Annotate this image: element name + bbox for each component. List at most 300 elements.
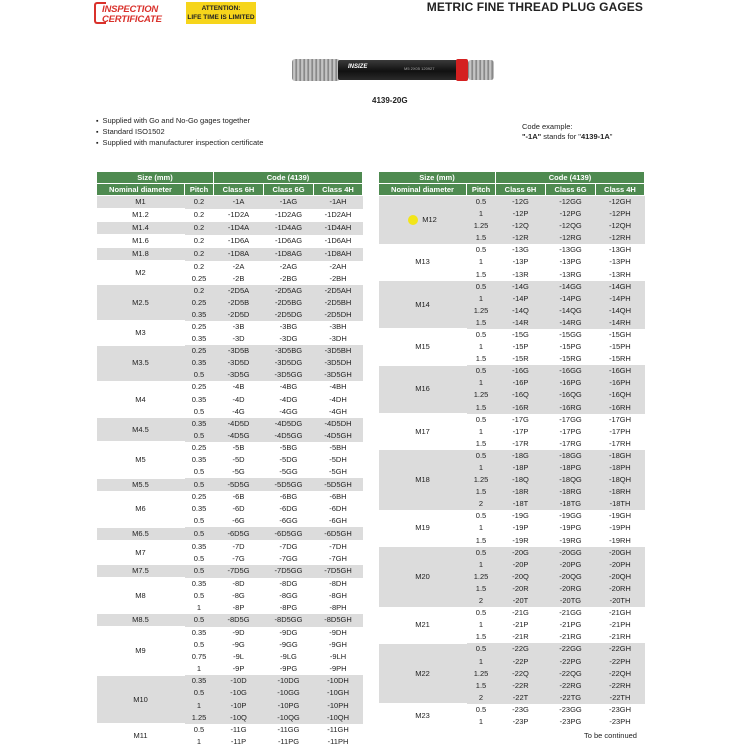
class-4h-cell: -10PH	[314, 700, 363, 712]
highlight-dot-icon	[408, 215, 418, 225]
class-6g-cell: -20QG	[546, 571, 596, 583]
nominal-diameter-cell	[97, 527, 185, 540]
nominal-diameter-cell	[97, 614, 185, 627]
class-6g-cell: -2D5BG	[264, 297, 314, 309]
pitch-cell: 0.25	[191, 442, 207, 452]
class-6h-cell: -1D8A	[214, 248, 264, 261]
class-4h-cell: -9PH	[329, 664, 347, 674]
class-6g-cell: -18TG	[546, 498, 596, 510]
class-4h-cell: -12GH	[596, 196, 645, 209]
nominal-diameter-cell	[97, 248, 185, 261]
table-row	[97, 578, 363, 590]
class-6g-cell: -4D5GG	[264, 430, 314, 442]
class-6h-cell: -16R	[496, 402, 546, 414]
pitch-cell: 1.25	[467, 220, 496, 232]
class-6h-cell: -9P	[232, 664, 245, 674]
class-6h-cell: -12P	[496, 208, 546, 220]
class-6g-cell: -11GG	[277, 724, 300, 734]
class-6g-cell: -12GG	[546, 196, 596, 209]
class-4h-header: Class 4H	[314, 184, 363, 196]
nominal-diameter-text: M8	[135, 590, 146, 600]
class-6h-cell: -6G	[232, 516, 245, 526]
class-4h-cell: -2D5BH	[314, 297, 363, 309]
class-4h-cell: -11GH	[327, 724, 349, 734]
class-6h-cell: -18P	[496, 462, 546, 474]
class-4h-cell: -12QH	[596, 220, 645, 232]
pitch-cell: 0.5	[475, 704, 487, 714]
class-6h-cell: -1A	[214, 196, 264, 209]
class-6g-cell: -20PG	[546, 559, 596, 571]
class-6g-cell: -1D8AG	[264, 248, 314, 261]
pitch-cell: 1	[196, 736, 202, 746]
class-6g-cell: -17PG	[559, 426, 582, 436]
pitch-cell: 0.25	[191, 322, 207, 332]
class-4h-cell: -23PH	[609, 716, 631, 726]
feature-item: ▪ Supplied with Go and No-Go gages together	[96, 116, 263, 127]
class-6g-cell: -1D2AG	[274, 210, 303, 219]
table-row	[379, 510, 645, 522]
class-6g-cell: -17GG	[559, 414, 582, 424]
class-6g-cell: -12QG	[546, 220, 596, 232]
class-6h-cell: -17R	[512, 438, 529, 448]
attention-badge	[186, 2, 256, 24]
class-6h-cell: -4D	[232, 394, 245, 404]
class-6h-cell: -19P	[512, 523, 529, 533]
pitch-cell: 1.5	[475, 535, 487, 545]
class-4h-cell: -13RH	[609, 269, 631, 279]
nominal-diameter-cell	[97, 675, 185, 723]
pitch-cell: 0.2	[185, 248, 214, 261]
class-4h-cell: -18PH	[596, 462, 645, 474]
nominal-diameter-text: M6	[135, 504, 146, 514]
class-6h-cell: -21R	[512, 632, 529, 642]
pitch-cell: 0.5	[475, 329, 487, 339]
table-row	[97, 248, 363, 261]
class-6h-cell: -16Q	[496, 389, 546, 401]
nominal-diameter-text: M5.5	[132, 479, 149, 489]
class-6g-cell: -22PG	[546, 655, 596, 667]
nominal-diameter-text: M10	[133, 694, 148, 704]
class-6h-cell: -19R	[512, 535, 529, 545]
class-6g-cell: -13RG	[559, 269, 582, 279]
pitch-cell: 0.5	[185, 369, 214, 381]
pitch-cell: 0.5	[193, 640, 205, 650]
nominal-diameter-cell	[97, 261, 185, 285]
class-6h-cell: -8D5G	[214, 614, 264, 627]
code-header: Code (4139)	[214, 172, 363, 184]
class-4h-cell: -1D4AH	[314, 222, 363, 235]
class-6h-header: Class 6H	[214, 184, 264, 196]
nominal-diameter-cell	[97, 222, 185, 235]
class-6g-cell: -9PG	[279, 664, 298, 674]
class-4h-cell: -9GH	[329, 640, 347, 650]
pitch-cell: 1.5	[475, 354, 487, 364]
brand-label: INSIZE	[348, 64, 368, 70]
class-4h-cell: -4BH	[329, 382, 347, 392]
pitch-cell: 1	[478, 523, 484, 533]
class-6h-cell: -4D5G	[214, 430, 264, 442]
logo-line2: CERTIFICATE	[102, 14, 162, 25]
pitch-cell: 0.25	[191, 273, 207, 283]
class-6g-cell: -15GG	[559, 329, 582, 339]
pitch-cell: 0.5	[475, 608, 487, 618]
pitch-cell: 0.5	[193, 553, 205, 563]
class-4h-cell: -8DH	[329, 578, 347, 588]
class-4h-cell: -20GH	[596, 547, 645, 559]
pitch-cell: 1	[196, 664, 202, 674]
pitch-cell: 0.35	[191, 541, 207, 551]
table-row	[379, 244, 645, 256]
class-4h-cell: -7GH	[329, 553, 347, 563]
class-6h-cell: -18Q	[496, 474, 546, 486]
class-4h-cell: -17PH	[609, 426, 631, 436]
pitch-cell: 1.25	[467, 668, 496, 680]
class-6g-cell: -10QG	[264, 712, 314, 724]
class-4h-cell: -15GH	[608, 329, 632, 339]
table-row	[379, 281, 645, 293]
table-row	[97, 222, 363, 235]
class-6h-cell: -1D6A	[227, 236, 250, 245]
class-4h-cell: -7D5GH	[314, 565, 363, 578]
class-6g-cell: -15RG	[559, 354, 582, 364]
pitch-cell: 0.5	[185, 478, 214, 491]
class-4h-header: Class 4H	[596, 184, 645, 196]
pitch-cell: 2	[467, 595, 496, 607]
class-4h-cell: -5DH	[329, 455, 347, 465]
class-6g-cell: -19RG	[559, 535, 582, 545]
pitch-cell: 1	[467, 462, 496, 474]
class-4h-cell: -3D5GH	[314, 369, 363, 381]
class-6g-cell: -14RG	[546, 317, 596, 329]
class-6h-cell: -18T	[496, 498, 546, 510]
pitch-cell: 0.2	[185, 285, 214, 297]
class-4h-cell: -21GH	[608, 608, 632, 618]
nominal-diameter-text: M3	[135, 328, 146, 338]
class-4h-cell: -3D5BH	[314, 345, 363, 357]
class-4h-cell: -3BH	[329, 322, 347, 332]
serial-label: M5 2X05 120927	[404, 66, 435, 71]
class-6g-cell: -4BG	[279, 382, 298, 392]
class-6h-cell: -7G	[232, 553, 245, 563]
class-6h-cell: -10G	[214, 687, 264, 699]
pitch-cell: 0.35	[185, 675, 214, 687]
nominal-diameter-text: M12	[422, 214, 437, 224]
class-4h-cell: -19PH	[609, 523, 631, 533]
pitch-cell: 0.5	[185, 565, 214, 578]
nominal-diameter-text: M5	[135, 455, 146, 465]
nominal-diameter-text: M9	[135, 646, 146, 656]
pitch-cell: 0.5	[193, 516, 205, 526]
class-6g-cell: -16QG	[546, 389, 596, 401]
class-6g-cell: -7GG	[279, 553, 298, 563]
nominal-diameter-text: M18	[415, 475, 430, 485]
class-6g-cell: -2D5AG	[264, 285, 314, 297]
class-6g-header: Class 6G	[546, 184, 596, 196]
nominal-diameter-cell	[379, 365, 467, 413]
class-6h-cell: -2D5A	[214, 285, 264, 297]
code-quote: "	[609, 132, 613, 141]
code-full: 4139-1A	[580, 132, 610, 141]
nominal-diameter-cell	[379, 704, 467, 728]
nominal-diameter-text: M1	[135, 197, 146, 206]
class-6h-cell: -2D5D	[214, 309, 264, 321]
pitch-cell: 1	[478, 342, 484, 352]
nominal-diameter-cell	[379, 281, 467, 329]
size-header: Size (mm)	[97, 172, 214, 184]
class-6h-cell: -13P	[512, 257, 529, 267]
pitch-cell: 1.25	[467, 389, 496, 401]
class-4h-cell: -12RH	[596, 232, 645, 244]
class-4h-cell: -4D5DH	[314, 418, 363, 430]
class-6g-cell: -8PG	[279, 602, 298, 612]
nominal-diameter-text: M3.5	[132, 358, 149, 368]
class-6g-cell: -3D5GG	[264, 369, 314, 381]
class-6g-cell: -16GG	[546, 365, 596, 377]
class-6h-cell: -22P	[496, 655, 546, 667]
nominal-diameter-text: M14	[415, 299, 430, 309]
class-4h-cell: -6BH	[329, 492, 347, 502]
pitch-cell: 0.5	[475, 414, 487, 424]
class-4h-cell: -8GH	[329, 590, 347, 600]
class-6g-cell: -5DG	[279, 455, 298, 465]
class-6g-cell: -7D5GG	[264, 565, 314, 578]
pitch-cell: 1	[467, 208, 496, 220]
class-6g-cell: -13GG	[559, 245, 582, 255]
class-6g-cell: -8DG	[279, 578, 298, 588]
class-6h-cell: -16G	[496, 365, 546, 377]
nominal-diameter-cell	[97, 321, 185, 345]
nominal-diameter-cell	[379, 329, 467, 365]
nominal-diameter-text: M1.6	[132, 236, 149, 245]
class-6g-cell: -3BG	[279, 322, 298, 332]
table-row	[97, 345, 363, 357]
class-6h-cell: -10D	[214, 675, 264, 687]
class-6h-cell: -6B	[232, 492, 245, 502]
class-6h-cell: -7D	[232, 541, 245, 551]
class-4h-cell: -13GH	[608, 245, 632, 255]
class-4h-cell: -23GH	[608, 704, 632, 714]
class-6g-cell: -16RG	[546, 402, 596, 414]
class-6g-cell: -21RG	[559, 632, 582, 642]
feature-list	[96, 116, 263, 149]
nominal-diameter-text: M19	[415, 523, 430, 533]
class-6h-cell: -2D5B	[214, 297, 264, 309]
class-6h-header: Class 6H	[496, 184, 546, 196]
table-row	[379, 450, 645, 462]
class-4h-cell: -10DH	[314, 675, 363, 687]
feature-item: ▪ Standard ISO1502	[96, 127, 263, 138]
pitch-cell: 1.25	[467, 305, 496, 317]
class-6g-cell: -4D5DG	[264, 418, 314, 430]
nominal-diameter-cell	[97, 627, 185, 675]
class-6g-cell: -12PG	[546, 208, 596, 220]
class-6h-cell: -15P	[512, 342, 529, 352]
class-4h-cell: -4DH	[329, 394, 347, 404]
class-6h-cell: -17P	[512, 426, 529, 436]
class-4h-cell: -10QH	[314, 712, 363, 724]
class-4h-cell: -4D5GH	[314, 430, 363, 442]
pitch-cell: 0.2	[193, 236, 205, 245]
class-6h-cell: -22R	[496, 680, 546, 692]
pitch-header: Pitch	[467, 184, 496, 196]
nominal-diameter-cell	[97, 491, 185, 527]
table-row	[97, 627, 363, 639]
nominal-diameter-text: M1.4	[132, 223, 149, 232]
class-4h-cell: -8D5GH	[314, 614, 363, 627]
plug-gage-image	[292, 56, 494, 84]
class-4h-cell: -16RH	[596, 402, 645, 414]
pitch-cell: 1	[478, 426, 484, 436]
class-6h-cell: -4G	[232, 406, 245, 416]
logo-line1: INSPECTION	[102, 4, 159, 15]
pitch-cell: 0.75	[191, 652, 207, 662]
class-6g-cell: -14QG	[546, 305, 596, 317]
size-table-left	[96, 171, 363, 748]
class-4h-cell: -15PH	[609, 342, 631, 352]
class-4h-cell: -2D5AH	[314, 285, 363, 297]
class-6h-cell: -20Q	[496, 571, 546, 583]
class-6g-cell: -22GG	[546, 643, 596, 655]
class-6h-cell: -12G	[496, 196, 546, 209]
class-6h-cell: -20P	[496, 559, 546, 571]
class-6g-cell: -17RG	[559, 438, 582, 448]
class-6h-cell: -16P	[496, 377, 546, 389]
nominal-diameter-cell	[97, 724, 185, 748]
table-row	[97, 724, 363, 736]
pitch-cell: 1	[467, 377, 496, 389]
class-4h-cell: -10GH	[314, 687, 363, 699]
pitch-cell: 1	[478, 620, 484, 630]
class-6h-cell: -21P	[512, 620, 529, 630]
pitch-cell: 0.5	[185, 614, 214, 627]
nominal-diameter-cell	[97, 540, 185, 564]
pitch-cell: 1.5	[467, 583, 496, 595]
pitch-cell: 1.5	[475, 269, 487, 279]
class-6g-cell: -5D5GG	[264, 478, 314, 491]
class-6g-cell: -1D6AG	[274, 236, 303, 245]
table-row	[379, 643, 645, 655]
class-4h-cell: -16PH	[596, 377, 645, 389]
class-6h-cell: -5G	[232, 467, 245, 477]
class-4h-cell: -13PH	[609, 257, 631, 267]
class-6g-cell: -8D5GG	[264, 614, 314, 627]
class-6g-cell: -16PG	[546, 377, 596, 389]
class-6h-cell: -20G	[496, 547, 546, 559]
class-6g-cell: -2AG	[279, 261, 298, 271]
table-row	[97, 261, 363, 273]
pitch-cell: 0.35	[191, 504, 207, 514]
class-4h-cell: -5GH	[329, 467, 347, 477]
nominal-diameter-cell	[97, 345, 185, 381]
pitch-cell: 0.5	[467, 196, 496, 209]
class-4h-cell: -1AH	[314, 196, 363, 209]
pitch-cell: 1	[478, 716, 484, 726]
table-row	[97, 235, 363, 248]
class-6g-cell: -2BG	[279, 273, 298, 283]
class-4h-cell: -22QH	[596, 668, 645, 680]
class-4h-cell: -18RH	[596, 486, 645, 498]
class-6g-cell: -10GG	[264, 687, 314, 699]
no-go-marker	[456, 59, 468, 81]
nominal-diameter-cell	[97, 235, 185, 248]
pitch-cell: 1.5	[467, 402, 496, 414]
pitch-cell: 0.35	[185, 309, 214, 321]
class-6g-cell: -18PG	[546, 462, 596, 474]
pitch-cell: 1	[467, 293, 496, 305]
nominal-diameter-cell	[379, 643, 467, 703]
code-example	[522, 122, 612, 142]
class-6g-cell: -8GG	[279, 590, 298, 600]
nominal-diameter-text: M15	[415, 342, 430, 352]
class-6g-cell: -11PG	[277, 736, 300, 746]
class-4h-cell: -6GH	[329, 516, 347, 526]
nominal-diameter-cell	[379, 414, 467, 450]
class-4h-cell: -22PH	[596, 655, 645, 667]
nominal-diameter-text: M13	[415, 257, 430, 267]
class-6h-cell: -1D2A	[227, 210, 250, 219]
nominal-diameter-cell	[97, 209, 185, 222]
size-table-right	[378, 171, 645, 729]
class-6h-cell: -10P	[214, 700, 264, 712]
class-6h-cell: -2B	[232, 273, 245, 283]
nominal-diameter-text: M1.2	[132, 210, 149, 219]
table-row	[379, 704, 645, 716]
class-6g-cell: -19GG	[559, 511, 582, 521]
class-4h-cell: -16GH	[596, 365, 645, 377]
class-4h-cell: -3DH	[329, 334, 347, 344]
class-6h-cell: -23P	[512, 716, 529, 726]
nominal-diameter-text: M8.5	[132, 615, 149, 625]
class-6g-header: Class 6G	[264, 184, 314, 196]
class-6h-cell: -8G	[232, 590, 245, 600]
class-6h-cell: -22G	[496, 643, 546, 655]
nominal-diameter-cell	[379, 244, 467, 280]
nominal-diameter-cell	[379, 510, 467, 546]
nominal-diameter-text: M2	[135, 267, 146, 277]
class-4h-cell: -2BH	[329, 273, 347, 283]
nominal-diameter-text: M20	[415, 571, 430, 581]
table-row	[97, 321, 363, 333]
class-6h-cell: -5D5G	[214, 478, 264, 491]
class-4h-cell: -21PH	[609, 620, 631, 630]
table-row	[379, 414, 645, 426]
class-6g-cell: -3D5DG	[264, 357, 314, 369]
class-4h-cell: -18QH	[596, 474, 645, 486]
pitch-cell: 1.5	[467, 317, 496, 329]
class-6h-cell: -22T	[496, 692, 546, 704]
go-thread	[292, 59, 340, 81]
nominal-diameter-text: M21	[415, 620, 430, 630]
class-6g-cell: -4GG	[279, 406, 298, 416]
class-4h-cell: -6DH	[329, 504, 347, 514]
nominal-diameter-cell	[97, 565, 185, 578]
pitch-cell: 0.5	[193, 467, 205, 477]
class-4h-cell: -9DH	[329, 627, 347, 637]
class-6h-cell: -7D5G	[214, 565, 264, 578]
code-header: Code (4139)	[496, 172, 645, 184]
table-row	[97, 675, 363, 687]
pitch-cell: 0.5	[475, 245, 487, 255]
nominal-diameter-cell	[379, 196, 467, 245]
class-4h-cell: -20QH	[596, 571, 645, 583]
nominal-diameter-cell	[97, 418, 185, 442]
page-title: METRIC FINE THREAD PLUG GAGES	[426, 0, 643, 14]
inspection-certificate-logo	[94, 0, 172, 28]
pitch-cell: 1	[185, 700, 214, 712]
pitch-cell: 0.5	[467, 281, 496, 293]
class-6g-cell: -12RG	[546, 232, 596, 244]
nominal-header: Nominal diameter	[97, 184, 185, 196]
